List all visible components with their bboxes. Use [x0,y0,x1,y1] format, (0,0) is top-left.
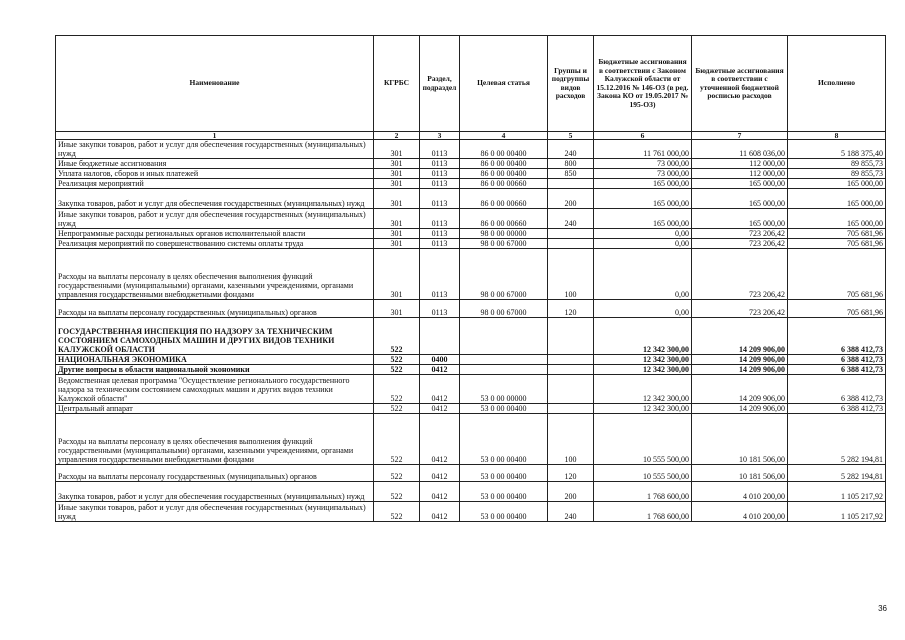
row-tselevaya-statya: 98 0 00 67000 [460,249,548,300]
row-ispolneno-value: 705 681,96 [788,249,886,300]
col-number: 6 [594,132,692,140]
table-row [56,179,886,189]
row-vid-raskhodov [548,239,594,249]
row-tselevaya-statya: 53 0 00 00400 [460,404,548,414]
row-tselevaya-statya: 53 0 00 00400 [460,414,548,465]
row-kgrbs: 301 [374,159,420,169]
row-vid-raskhodov: 240 [548,502,594,522]
row-razdel: 0412 [420,465,460,482]
table-row [56,249,886,300]
row-vid-raskhodov: 800 [548,159,594,169]
table-row [56,404,886,414]
row-ispolneno-value: 165 000,00 [788,189,886,209]
row-ispolneno-value: 89 855,73 [788,159,886,169]
row-razdel: 0113 [420,249,460,300]
table-row [56,209,886,229]
header-tselevaya: Целевая статья [460,36,548,132]
row-ispolneno-value: 5 188 375,40 [788,140,886,159]
row-budget-rospis-value: 112 000,00 [692,159,788,169]
row-razdel: 0113 [420,140,460,159]
row-vid-raskhodov: 850 [548,169,594,179]
row-budget-rospis-value: 14 209 906,00 [692,404,788,414]
row-name: Реализация мероприятий по совершенствованию системы оплаты труда [56,239,374,249]
row-razdel: 0412 [420,502,460,522]
row-ispolneno-value: 1 105 217,92 [788,482,886,502]
row-vid-raskhodov [548,318,594,355]
row-kgrbs: 301 [374,209,420,229]
row-vid-raskhodov [548,179,594,189]
row-kgrbs: 522 [374,375,420,404]
row-razdel [420,318,460,355]
row-budget-law-value: 165 000,00 [594,209,692,229]
header-kgrbs: КГРБС [374,36,420,132]
row-ispolneno-value: 6 388 412,73 [788,375,886,404]
row-tselevaya-statya: 53 0 00 00400 [460,465,548,482]
row-name: Закупка товаров, работ и услуг для обеспечения государственных (муниципальных) нужд [56,482,374,502]
row-name: Иные закупки товаров, работ и услуг для обеспечения государственных (муниципальных) нужд [56,140,374,159]
row-name: Расходы на выплаты персоналу государственных (муниципальных) органов [56,465,374,482]
row-razdel: 0400 [420,355,460,365]
row-budget-law-value: 12 342 300,00 [594,318,692,355]
row-name: Ведомственная целевая программа "Осуществление регионального государственного надзора за техническим состоянием самоходных машин и других видов техники Калужской области" [56,375,374,404]
row-kgrbs: 522 [374,355,420,365]
header-budget-rospis: Бюджетные ассигнования в соответствии с уточненной бюджетной росписью расходов [692,36,788,132]
row-kgrbs: 522 [374,482,420,502]
header-ispolneno: Исполнено [788,36,886,132]
row-kgrbs: 301 [374,300,420,318]
row-budget-law-value: 165 000,00 [594,179,692,189]
row-vid-raskhodov: 240 [548,140,594,159]
row-tselevaya-statya: 98 0 00 67000 [460,239,548,249]
row-tselevaya-statya: 86 0 00 00400 [460,169,548,179]
row-vid-raskhodov: 240 [548,209,594,229]
row-name: Иные бюджетные ассигнования [56,159,374,169]
row-razdel: 0113 [420,209,460,229]
row-razdel: 0412 [420,404,460,414]
row-budget-law-value: 12 342 300,00 [594,404,692,414]
row-name: Закупка товаров, работ и услуг для обеспечения государственных (муниципальных) нужд [56,189,374,209]
row-ispolneno-value: 1 105 217,92 [788,502,886,522]
row-budget-rospis-value: 112 000,00 [692,169,788,179]
table-row [56,482,886,502]
row-budget-law-value: 12 342 300,00 [594,365,692,375]
row-kgrbs: 522 [374,404,420,414]
row-vid-raskhodov: 100 [548,414,594,465]
row-budget-law-value: 0,00 [594,300,692,318]
row-budget-rospis-value: 14 209 906,00 [692,318,788,355]
row-budget-rospis-value: 14 209 906,00 [692,365,788,375]
row-budget-law-value: 10 555 500,00 [594,414,692,465]
row-budget-law-value: 0,00 [594,239,692,249]
row-razdel: 0113 [420,239,460,249]
row-razdel: 0412 [420,482,460,502]
row-tselevaya-statya: 53 0 00 00000 [460,375,548,404]
row-budget-law-value: 12 342 300,00 [594,375,692,404]
row-ispolneno-value: 165 000,00 [788,209,886,229]
row-ispolneno-value: 6 388 412,73 [788,365,886,375]
row-razdel: 0113 [420,169,460,179]
row-name: Уплата налогов, сборов и иных платежей [56,169,374,179]
row-vid-raskhodov: 120 [548,465,594,482]
row-kgrbs: 522 [374,318,420,355]
row-budget-rospis-value: 165 000,00 [692,179,788,189]
row-tselevaya-statya: 86 0 00 00660 [460,209,548,229]
row-razdel: 0113 [420,229,460,239]
row-ispolneno-value: 705 681,96 [788,229,886,239]
row-kgrbs: 522 [374,465,420,482]
row-tselevaya-statya [460,355,548,365]
row-budget-law-value: 73 000,00 [594,159,692,169]
table-row [56,169,886,179]
table-row [56,355,886,365]
row-razdel: 0113 [420,159,460,169]
row-name: Центральный аппарат [56,404,374,414]
row-ispolneno-value: 705 681,96 [788,239,886,249]
row-kgrbs: 301 [374,249,420,300]
page-number: 36 [878,604,887,613]
row-name: Другие вопросы в области национальной экономики [56,365,374,375]
row-vid-raskhodov: 100 [548,249,594,300]
row-tselevaya-statya: 86 0 00 00400 [460,159,548,169]
table-row [56,365,886,375]
row-budget-law-value: 11 761 000,00 [594,140,692,159]
row-tselevaya-statya: 86 0 00 00400 [460,140,548,159]
table-row [56,229,886,239]
row-name: НАЦИОНАЛЬНАЯ ЭКОНОМИКА [56,355,374,365]
row-budget-rospis-value: 723 206,42 [692,249,788,300]
row-tselevaya-statya: 53 0 00 00400 [460,502,548,522]
row-budget-law-value: 10 555 500,00 [594,465,692,482]
col-number: 7 [692,132,788,140]
row-kgrbs: 301 [374,140,420,159]
row-ispolneno-value: 705 681,96 [788,300,886,318]
row-budget-rospis-value: 165 000,00 [692,209,788,229]
row-name: Иные закупки товаров, работ и услуг для обеспечения государственных (муниципальных) нужд [56,209,374,229]
row-vid-raskhodov: 200 [548,482,594,502]
row-kgrbs: 522 [374,365,420,375]
row-vid-raskhodov [548,365,594,375]
row-tselevaya-statya: 86 0 00 00660 [460,189,548,209]
row-kgrbs: 522 [374,502,420,522]
row-budget-rospis-value: 723 206,42 [692,239,788,249]
row-vid-raskhodov: 120 [548,300,594,318]
table-row [56,414,886,465]
table-row [56,140,886,159]
row-budget-law-value: 1 768 600,00 [594,502,692,522]
row-budget-law-value: 0,00 [594,229,692,239]
header-row [56,36,886,132]
row-name: Иные закупки товаров, работ и услуг для обеспечения государственных (муниципальных) нужд [56,502,374,522]
table-row [56,239,886,249]
row-kgrbs: 301 [374,169,420,179]
col-number: 8 [788,132,886,140]
row-budget-rospis-value: 11 608 036,00 [692,140,788,159]
row-kgrbs: 301 [374,239,420,249]
table-row [56,375,886,404]
row-kgrbs: 301 [374,229,420,239]
table-row [56,159,886,169]
row-name: Расходы на выплаты персоналу государственных (муниципальных) органов [56,300,374,318]
col-number: 1 [56,132,374,140]
row-vid-raskhodov: 200 [548,189,594,209]
row-tselevaya-statya [460,365,548,375]
row-razdel: 0412 [420,375,460,404]
row-budget-rospis-value: 165 000,00 [692,189,788,209]
header-budget-law: Бюджетные ассигнования в соответствии с Законом Калужской области от 15.12.2016 № 146-ОЗ (в ред. Закона КО от 19.05.2017 № 195-ОЗ) [594,36,692,132]
row-budget-rospis-value: 14 209 906,00 [692,355,788,365]
row-ispolneno-value: 6 388 412,73 [788,355,886,365]
header-razdel: Раздел, подраздел [420,36,460,132]
row-vid-raskhodov [548,355,594,365]
col-number: 2 [374,132,420,140]
row-razdel: 0113 [420,300,460,318]
row-razdel: 0412 [420,365,460,375]
row-ispolneno-value: 5 282 194,81 [788,414,886,465]
table-row [56,318,886,355]
row-kgrbs: 301 [374,179,420,189]
row-budget-rospis-value: 723 206,42 [692,229,788,239]
header-name: Наименование [56,36,374,132]
row-tselevaya-statya [460,318,548,355]
table-row [56,465,886,482]
row-name: Непрограммные расходы региональных органов исполнительной власти [56,229,374,239]
row-ispolneno-value: 89 855,73 [788,169,886,179]
row-name: Расходы на выплаты персоналу в целях обеспечения выполнения функций государственными (муниципальными) органами, казенными учреждениями, органами управления государственными внебюджетными фондами [56,414,374,465]
row-budget-law-value: 73 000,00 [594,169,692,179]
row-ispolneno-value: 5 282 194,81 [788,465,886,482]
col-number: 5 [548,132,594,140]
row-budget-law-value: 12 342 300,00 [594,355,692,365]
row-budget-law-value: 165 000,00 [594,189,692,209]
row-name: Реализация мероприятий [56,179,374,189]
row-tselevaya-statya: 98 0 00 67000 [460,300,548,318]
row-budget-law-value: 1 768 600,00 [594,482,692,502]
col-number: 4 [460,132,548,140]
row-tselevaya-statya: 98 0 00 00000 [460,229,548,239]
row-name: Расходы на выплаты персоналу в целях обеспечения выполнения функций государственными (муниципальными) органами, казенными учреждениями, органами управления государственными внебюджетными фондами [56,249,374,300]
row-ispolneno-value: 6 388 412,73 [788,318,886,355]
row-budget-rospis-value: 10 181 506,00 [692,414,788,465]
row-tselevaya-statya: 86 0 00 00660 [460,179,548,189]
budget-table [55,35,886,522]
row-budget-rospis-value: 723 206,42 [692,300,788,318]
row-vid-raskhodov [548,375,594,404]
row-kgrbs: 522 [374,414,420,465]
row-budget-rospis-value: 4 010 200,00 [692,482,788,502]
table-row [56,300,886,318]
row-razdel: 0113 [420,189,460,209]
table-body [56,140,886,522]
row-razdel: 0113 [420,179,460,189]
row-vid-raskhodov [548,404,594,414]
row-tselevaya-statya: 53 0 00 00400 [460,482,548,502]
header-vid: Группы и подгруппы видов расходов [548,36,594,132]
row-budget-rospis-value: 4 010 200,00 [692,502,788,522]
col-number: 3 [420,132,460,140]
table-row [56,189,886,209]
row-kgrbs: 301 [374,189,420,209]
row-budget-law-value: 0,00 [594,249,692,300]
table-row [56,502,886,522]
column-number-row [56,132,886,140]
row-name: ГОСУДАРСТВЕННАЯ ИНСПЕКЦИЯ ПО НАДЗОРУ ЗА ТЕХНИЧЕСКИМ СОСТОЯНИЕМ САМОХОДНЫХ МАШИН И ДРУГИХ ВИДОВ ТЕХНИКИ КАЛУЖСКОЙ ОБЛАСТИ [56,318,374,355]
row-ispolneno-value: 6 388 412,73 [788,404,886,414]
row-budget-rospis-value: 10 181 506,00 [692,465,788,482]
row-budget-rospis-value: 14 209 906,00 [692,375,788,404]
row-ispolneno-value: 165 000,00 [788,179,886,189]
row-vid-raskhodov [548,229,594,239]
row-razdel: 0412 [420,414,460,465]
